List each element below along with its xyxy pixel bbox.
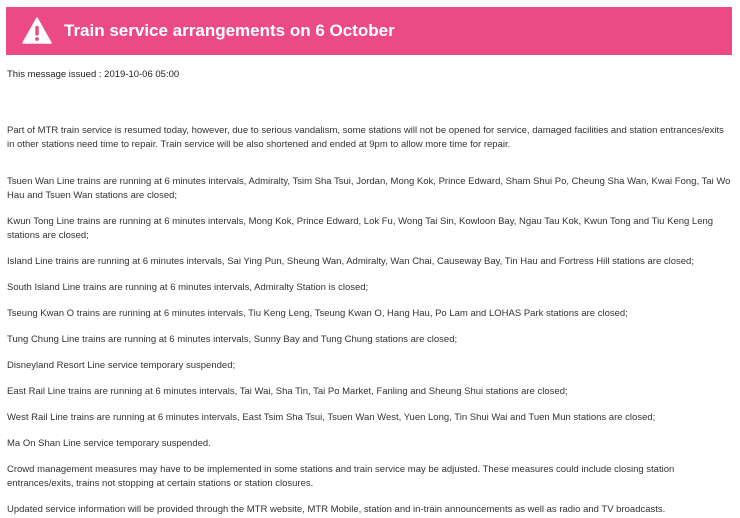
updates-paragraph: Updated service information will be provided through the MTR website, MTR Mobile, station and in-train announcements as well as radio and TV broadcasts.	[7, 504, 666, 515]
line-status-ma-on-shan: Ma On Shan Line service temporary suspended.	[7, 438, 211, 449]
line-status-south-island: South Island Line trains are running at 6 minutes intervals, Admiralty Station is closed;	[7, 282, 369, 293]
line-status-island: Island Line trains are running at 6 minutes intervals, Sai Ying Pun, Sheung Wan, Admiralty, Wan Chai, Causeway Bay, Tin Hau and Fortress Hill stations are closed;	[7, 256, 694, 267]
line-status-east-rail: East Rail Line trains are running at 6 minutes intervals, Tai Wai, Sha Tin, Tai Po Market, Fanling and Sheung Shui stations are closed;	[7, 386, 568, 397]
issued-label: This message issued :	[7, 69, 102, 80]
line-status-west-rail: West Rail Line trains are running at 6 minutes intervals, East Tsim Sha Tsui, Tsuen Wan West, Yuen Long, Tin Shui Wai and Tuen Mun stations are closed;	[7, 412, 656, 423]
line-status-tsuen-wan: Tsuen Wan Line trains are running at 6 minutes intervals, Admiralty, Tsim Sha Tsui, Jordan, Mong Kok, Prince Edward, Sham Shui Po, Cheung Sha Wan, Kwai Fong, Tai Wo Hau and Tsuen Wan stations are closed;	[7, 176, 731, 201]
line-status-tung-chung: Tung Chung Line trains are running at 6 minutes intervals, Sunny Bay and Tung Chung stations are closed;	[7, 334, 458, 345]
alert-banner	[6, 7, 732, 55]
issued-value: 2019-10-06 05:00	[104, 69, 180, 80]
crowd-management-paragraph: Crowd management measures may have to be implemented in some stations and train service may be adjusted. These measures could include closing station entrances/exits, trains not stopping at certain stations or station closures.	[7, 464, 675, 489]
line-status-tseung-kwan-o: Tseung Kwan O trains are running at 6 minutes intervals, Tiu Keng Leng, Tseung Kwan O, Hang Hau, Po Lam and LOHAS Park stations are closed;	[7, 308, 628, 319]
intro-paragraph: Part of MTR train service is resumed today, however, due to serious vandalism, some stations will not be opened for service, damaged facilities and station entrances/exits in other stations need time to repair. Train service will be also shortened and ended at 9pm to allow more time for repair.	[7, 125, 724, 150]
issued-timestamp	[7, 69, 179, 80]
page-title: Train service arrangements on 6 October	[64, 21, 395, 40]
message-body	[7, 124, 731, 517]
warning-icon	[22, 16, 52, 46]
line-status-disneyland-resort: Disneyland Resort Line service temporary suspended;	[7, 360, 236, 371]
line-status-kwun-tong: Kwun Tong Line trains are running at 6 minutes intervals, Mong Kok, Prince Edward, Lok Fu, Wong Tai Sin, Kowloon Bay, Ngau Tau Kok, Kwun Tong and Tiu Keng Leng stations are closed;	[7, 216, 714, 241]
